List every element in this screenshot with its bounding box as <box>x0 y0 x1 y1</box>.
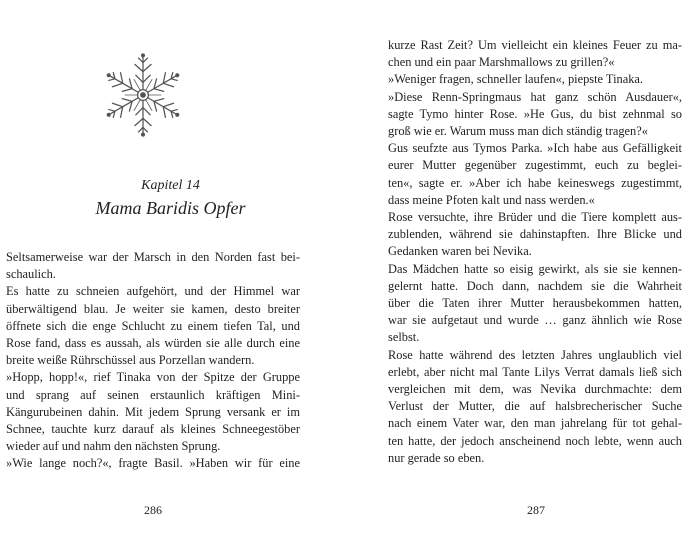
chapter-title: Mama Baridis Opfer <box>95 198 246 218</box>
text-line: kurze Rast Zeit? Um vielleicht ein kleines Feuer zu ma- <box>388 38 682 52</box>
text-line: über die Taten ihrer Mutter herausbekommen hatten, <box>388 296 682 311</box>
text-line: Rose fand, dass es aussah, als würden sie alle durch eine <box>6 336 300 351</box>
text-line: Gus seufzte aus Tymos Parka. »Ich habe aus Gefälligkeit <box>388 141 682 156</box>
text-line: ten hatte, der jedoch anscheinend noch lebte, wenn auch <box>388 433 682 448</box>
left-page <box>0 0 341 546</box>
text-line: »Wie lange noch?«, fragte Basil. »Haben wir für eine <box>6 456 300 471</box>
page-number-left: 286 <box>144 503 162 517</box>
text-line: chen und ein paar Marshmallows zu grillen?« <box>388 55 615 70</box>
text-line: »Weniger fragen, schneller laufen«, piepste Tinaka. <box>388 72 643 87</box>
page-number-right: 287 <box>527 503 545 517</box>
text-line: Schnee, tauchte kurz darauf als kleines Schneegestöber <box>6 422 300 437</box>
text-line: breite weiße Rührschüssel aus Porzellan wandern. <box>6 353 255 368</box>
text-line: überwältigend blau. Je weiter sie kamen, desto breiter <box>6 301 300 316</box>
text-line: sagte Tymo hinter Rose. »He Gus, du bist zehnmal so <box>388 106 682 121</box>
text-line: schaulich. <box>6 267 56 282</box>
text-line: »Hopp, hopp!«, rief Tinaka von der Spitze der Gruppe <box>6 370 300 385</box>
text-line: Seltsamerweise war der Marsch in den Norden fast bei- <box>6 250 300 264</box>
text-line: Kängurubeinen dahin. Mit jedem Sprung versank er im <box>6 404 300 419</box>
text-line: Gedanken waren bei Nevika. <box>388 244 532 259</box>
text-line: Verlust der Mutter, die auf halsbrecherischer Suche <box>388 399 682 414</box>
chapter-label: Kapitel 14 <box>141 178 200 193</box>
text-line: vergleichen mit dem, was Nevika durchmachte: dem <box>388 382 682 397</box>
text-line: erlebt, aber nicht mal Tante Lilys Verrat damals ließ sich <box>388 364 682 379</box>
text-line: war sie aufgetaut und wurde … ganz ähnlich wie Rose <box>388 313 682 328</box>
text-line: und sprang auf seinen erstaunlich kräftigen Mini- <box>6 387 300 402</box>
text-line: wieder auf und nahm den nächsten Sprung. <box>6 439 221 454</box>
text-line: nur gerade so eben. <box>388 450 485 465</box>
text-line: öffnete sich die enge Schlucht zu einem tiefen Tal, und <box>6 318 300 333</box>
text-line: eurer Mutter gegenüber zugestimmt, euch zu beglei- <box>388 158 682 173</box>
text-line: Rose hatte während des letzten Jahres unglaublich viel <box>388 347 682 362</box>
text-line: Das Mädchen hatte so eisig gewirkt, als sie sie kennen- <box>388 261 682 276</box>
text-line: selbst. <box>388 330 420 345</box>
text-line: gelernt hatte. Doch dann, nachdem sie die Wahrheit <box>388 278 682 293</box>
right-body-text <box>388 37 682 467</box>
left-body-text <box>6 249 300 473</box>
text-line: Es hatte zu schneien aufgehört, und der Himmel war <box>6 284 300 299</box>
text-line: »Diese Renn-Springmaus hat ganz schön Ausdauer«, <box>388 89 682 104</box>
text-line: Rose versuchte, ihre Brüder und die Tiere komplett aus- <box>388 210 682 225</box>
text-line: zublenden, während sie dahinstapften. Ihre Blicke und <box>388 227 682 242</box>
text-line: dass meine Pfoten kalt und nass werden.« <box>388 192 595 207</box>
text-line: ten«, sagte er. »Aber ich habe keineswegs zugestimmt, <box>388 175 682 190</box>
right-page <box>342 0 683 546</box>
text-line: groß wie er. Warum muss man dich ständig tragen?« <box>388 124 648 139</box>
text-line: nach einem Vater war, den man jahrelang für tot gehal- <box>388 416 682 431</box>
snowflake-icon <box>98 50 188 140</box>
